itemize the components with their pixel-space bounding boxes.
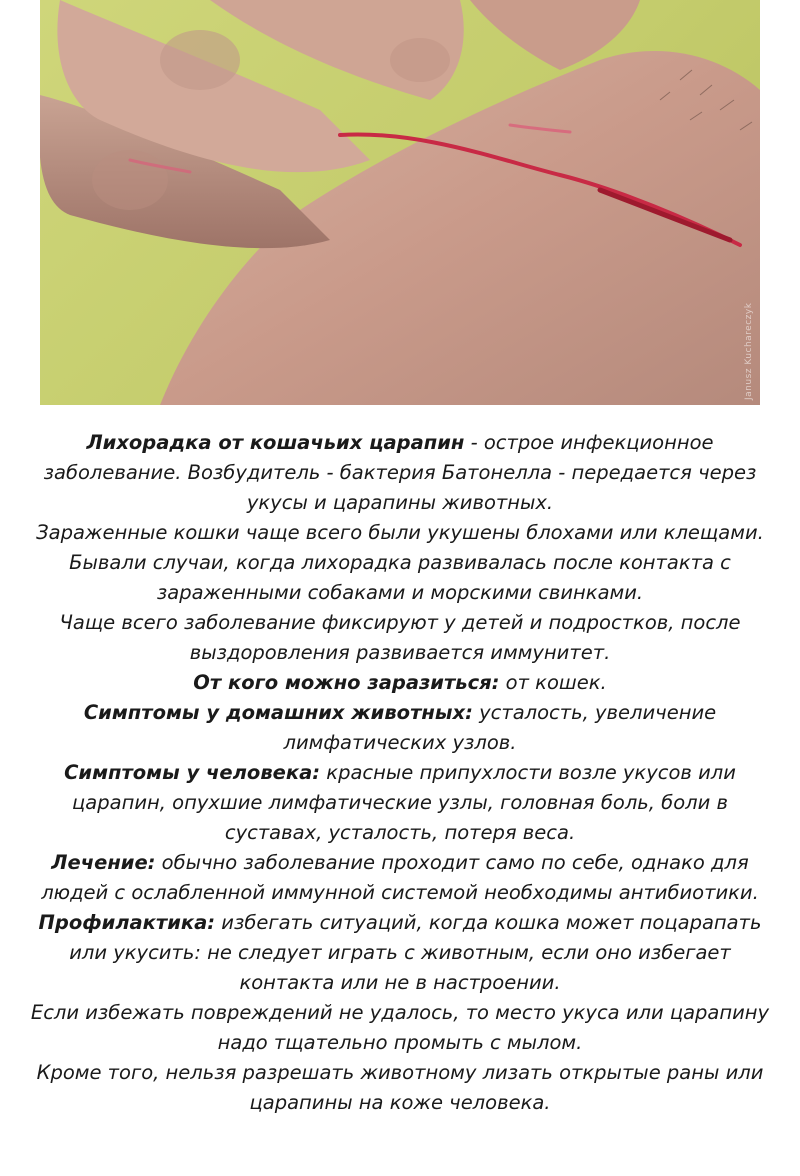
prevention-label: Профилактика: bbox=[38, 911, 216, 934]
paragraph-treatment bbox=[30, 848, 770, 908]
animal-symptoms-text: усталость, увеличение лимфатических узлов. bbox=[283, 701, 717, 754]
prevention-text: избегать ситуаций, когда кошка может поцарапать или укусить: не следует играть с животным, если оно избегает контакта или не в настроении. bbox=[69, 911, 762, 994]
source-text: от кошек. bbox=[499, 671, 607, 694]
animal-symptoms-label: Симптомы у домашних животных: bbox=[83, 701, 473, 724]
paragraph-animal-symptoms bbox=[30, 698, 770, 758]
human-symptoms-label: Симптомы у человека: bbox=[64, 761, 321, 784]
human-symptoms-text: красные припухлости возле укусов или царапин, опухшие лимфатические узлы, головная боль, боли в суставах, усталость, потеря веса. bbox=[72, 761, 736, 844]
infected-cats-text: Зараженные кошки чаще всего были укушены блохами или клещами. Бывали случаи, когда лихорадка развивалась после контакта с зараженными собаками и морскими свинками. bbox=[36, 521, 764, 604]
paragraph-infected-cats bbox=[30, 518, 770, 608]
hand-illustration bbox=[40, 0, 760, 405]
treatment-label: Лечение: bbox=[51, 851, 156, 874]
paragraph-source bbox=[30, 668, 770, 698]
risk-groups-text: Чаще всего заболевание фиксируют у детей и подростков, после выздоровления развивается иммунитет. bbox=[59, 611, 741, 664]
licking-text: Кроме того, нельзя разрешать животному лизать открытые раны или царапины на коже человека. bbox=[36, 1061, 764, 1114]
paragraph-human-symptoms bbox=[30, 758, 770, 848]
paragraph-wound-care bbox=[30, 998, 770, 1058]
paragraph-prevention bbox=[30, 908, 770, 998]
paragraph-definition bbox=[30, 428, 770, 518]
article-text bbox=[30, 428, 770, 1118]
source-label: От кого можно заразиться: bbox=[193, 671, 500, 694]
wound-care-text: Если избежать повреждений не удалось, то место укуса или царапину надо тщательно промыть с мылом. bbox=[30, 1001, 770, 1054]
definition-text: - острое инфекционное заболевание. Возбудитель - бактерия Батонелла - передается через укусы и царапины животных. bbox=[43, 431, 757, 514]
hand-scratch-photo bbox=[40, 0, 760, 405]
treatment-text: обычно заболевание проходит само по себе, однако для людей с ослабленной иммунной системой необходимы антибиотики. bbox=[41, 851, 759, 904]
photo-watermark: Janusz Kuchareczyk bbox=[744, 302, 754, 400]
term-cat-scratch-fever: Лихорадка от кошачьих царапин bbox=[86, 431, 465, 454]
paragraph-risk-groups bbox=[30, 608, 770, 668]
paragraph-licking bbox=[30, 1058, 770, 1118]
